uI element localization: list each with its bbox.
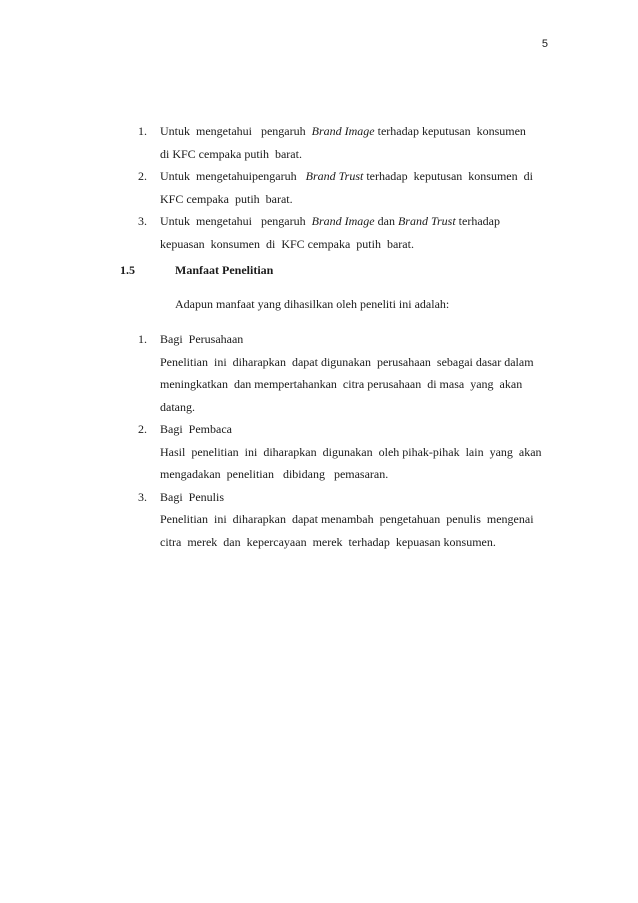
section-title: Manfaat Penelitian bbox=[175, 263, 274, 277]
list-item-line bbox=[160, 396, 548, 419]
list-item bbox=[138, 210, 548, 255]
list-item-line bbox=[160, 531, 548, 554]
list-item-line bbox=[160, 373, 548, 396]
text-segment: terhadap bbox=[455, 214, 500, 228]
list-item-line bbox=[160, 233, 548, 256]
text-segment: Penelitian ini diharapkan dapat menambah pengetahuan penulis mengenai bbox=[160, 512, 534, 526]
text-segment: Bagi Perusahaan bbox=[160, 332, 244, 346]
text-segment: datang. bbox=[160, 399, 195, 414]
list-item-line bbox=[160, 441, 548, 464]
objectives-list bbox=[138, 120, 548, 255]
list-item-number: 3. bbox=[138, 214, 147, 228]
text-segment: citra merek dan kepercayaan merek terhadap kepuasan konsumen. bbox=[160, 534, 496, 549]
list-item-line bbox=[160, 418, 548, 441]
text-segment: Bagi Penulis bbox=[160, 489, 225, 504]
list-item bbox=[138, 120, 548, 165]
emphasized-term: Brand Image bbox=[311, 124, 375, 138]
list-item-line bbox=[160, 351, 548, 374]
emphasized-term: Brand Image bbox=[311, 214, 375, 228]
benefits-list bbox=[138, 328, 548, 553]
list-item-line bbox=[160, 328, 548, 351]
section-heading bbox=[120, 263, 273, 278]
text-segment: Untuk mengetahuipengaruh bbox=[160, 169, 306, 183]
list-item bbox=[138, 418, 548, 486]
list-item-line bbox=[160, 210, 548, 233]
list-item bbox=[138, 486, 548, 554]
list-item-line bbox=[160, 508, 548, 531]
list-item-line bbox=[160, 120, 548, 143]
list-item-line bbox=[160, 165, 548, 188]
text-segment: dan bbox=[374, 214, 398, 228]
text-segment: Bagi Pembaca bbox=[160, 422, 232, 436]
text-segment: kepuasan konsumen di KFC cempaka putih barat. bbox=[160, 236, 414, 251]
section-number: 1.5 bbox=[120, 263, 135, 277]
emphasized-term: Brand Trust bbox=[397, 214, 456, 228]
list-item-line bbox=[160, 486, 548, 509]
list-item-line bbox=[160, 463, 548, 486]
list-item-number: 2. bbox=[138, 169, 147, 183]
text-segment: Untuk mengetahui pengaruh bbox=[160, 124, 312, 138]
text-segment: Untuk mengetahui pengaruh bbox=[160, 214, 312, 228]
text-segment: terhadap keputusan konsumen bbox=[374, 124, 526, 138]
emphasized-term: Brand Trust bbox=[305, 169, 364, 183]
text-segment: terhadap keputusan konsumen di bbox=[363, 169, 533, 183]
text-segment: KFC cempaka putih barat. bbox=[160, 191, 293, 206]
text-segment: meningkatkan dan mempertahankan citra perusahaan di masa yang akan bbox=[160, 377, 523, 391]
list-item-line bbox=[160, 188, 548, 211]
benefits-intro: Adapun manfaat yang dihasilkan oleh peneliti ini adalah: bbox=[175, 297, 450, 311]
list-item-number: 1. bbox=[138, 332, 147, 346]
list-item-number: 2. bbox=[138, 422, 147, 436]
list-item-number: 1. bbox=[138, 124, 147, 138]
list-item bbox=[138, 328, 548, 418]
text-segment: Hasil penelitian ini diharapkan digunakan oleh pihak-pihak lain yang akan bbox=[160, 444, 542, 459]
text-segment: di KFC cempaka putih barat. bbox=[160, 146, 302, 161]
list-item bbox=[138, 165, 548, 210]
list-item-line bbox=[160, 143, 548, 166]
page-number: 5 bbox=[541, 38, 548, 50]
text-segment: Penelitian ini diharapkan dapat digunakan perusahaan sebagai dasar dalam bbox=[160, 354, 534, 369]
text-segment: mengadakan penelitian dibidang pemasaran. bbox=[160, 467, 389, 481]
list-item-number: 3. bbox=[138, 489, 147, 504]
